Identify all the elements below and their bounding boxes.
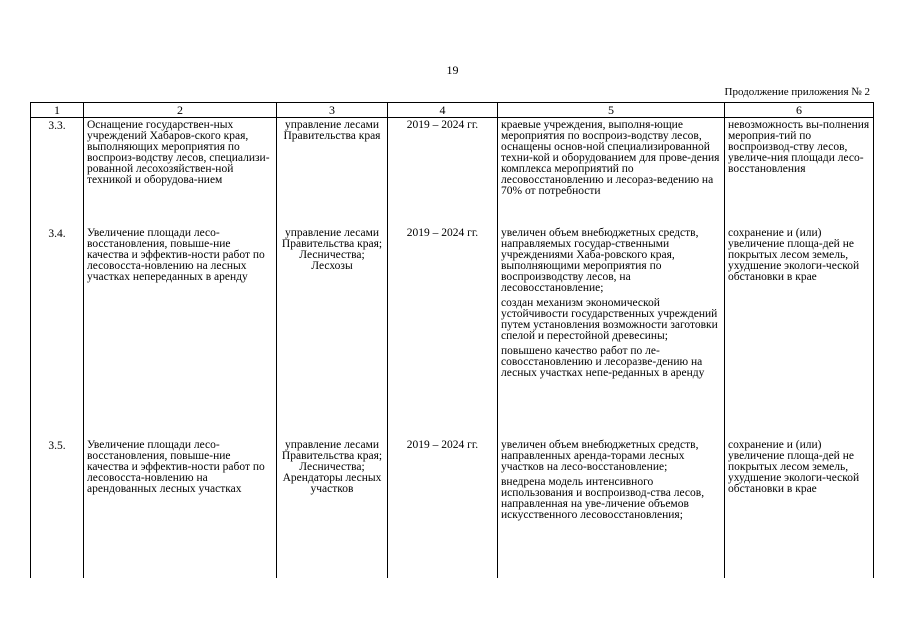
row-number: 3.4. bbox=[31, 226, 84, 438]
consequences-cell: сохранение и (или) увеличение площа-дей не покрытых лесом земель, ухудшение экологи-ческой обстановки в крае bbox=[725, 438, 874, 578]
result-item: увеличен объем внебюджетных средств, направляемых государ-ственными учреждениями Хаба-ровского края, выполняющими мероприятия по воспроизводству лесов, на лесовосстановление; bbox=[501, 226, 699, 294]
consequences-cell: невозможность вы-полнения мероприя-тий по воспроизвод-ству лесов, увеличе-ния площади лесо-восстановления bbox=[725, 118, 874, 226]
executor-cell: управление лесами Правительства края bbox=[277, 118, 388, 226]
executor-cell: управление лесами Правительства края; Лесничества; Лесхозы bbox=[277, 226, 388, 438]
header-cell: 1 bbox=[31, 103, 84, 118]
header-cell: 2 bbox=[84, 103, 277, 118]
table-row bbox=[31, 226, 874, 438]
activity-cell: Увеличение площади лесо-восстановления, повыше-ние качества и эффектив-ности работ по лесовосста-новлению на арендованных лесных участках bbox=[84, 438, 277, 578]
activity-cell: Оснащение государствен-ных учреждений Хабаров-ского края, выполняющих мероприятия по воспроиз-водству лесов, специализи-рованной лесохозяйствен-ной техникой и оборудова-нием bbox=[84, 118, 277, 226]
period-cell: 2019 – 2024 гг. bbox=[388, 226, 498, 438]
table-row bbox=[31, 118, 874, 226]
activity-cell: Увеличение площади лесо-восстановления, повыше-ние качества и эффектив-ности работ по лесовосста-новлению на лесных участках непереданных в аренду bbox=[84, 226, 277, 438]
results-cell bbox=[498, 118, 725, 226]
header-row bbox=[31, 103, 874, 118]
page-number: 19 bbox=[446, 63, 459, 77]
header-cell: 4 bbox=[388, 103, 498, 118]
row-number: 3.5. bbox=[31, 438, 84, 578]
appendix-table bbox=[30, 102, 874, 578]
continuation-label: Продолжение приложения № 2 bbox=[724, 86, 870, 98]
result-item: создан механизм экономической устойчивости государственных учреждений путем установления возможности заготовки спелой и перестойной древесины; bbox=[501, 296, 718, 342]
header-cell: 5 bbox=[498, 103, 725, 118]
results-cell bbox=[498, 226, 725, 438]
row-number: 3.3. bbox=[31, 118, 84, 226]
header-cell: 6 bbox=[725, 103, 874, 118]
results-cell bbox=[498, 438, 725, 578]
period-cell: 2019 – 2024 гг. bbox=[388, 438, 498, 578]
header-cell: 3 bbox=[277, 103, 388, 118]
result-item: краевые учреждения, выполня-ющие мероприятия по воспроиз-водству лесов, оснащены основ-ной специализированной техни-кой и оборудованием для прове-дения комплекса мероприятий по лесовосстановлению и лесораз-ведению на 70% от потребности bbox=[501, 119, 720, 197]
consequences-cell: сохранение и (или) увеличение площа-дей не покрытых лесом земель, ухудшение экологи-ческой обстановки в крае bbox=[725, 226, 874, 438]
executor-cell: управление лесами Правительства края; Лесничества; Арендаторы лесных участков bbox=[277, 438, 388, 578]
result-item: внедрена модель интенсивного использования и воспроизвод-ства лесов, направленная на уве-личение объемов искусственного лесовосстановления; bbox=[501, 475, 705, 521]
result-item: повышено качество работ по ле-совосстановлению и лесоразве-дению на лесных участках непе-реданных в аренду bbox=[501, 344, 705, 379]
period-cell: 2019 – 2024 гг. bbox=[388, 118, 498, 226]
result-item: увеличен объем внебюджетных средств, направленных арендa-торами лесных участков на лесо-восстановление; bbox=[501, 438, 699, 473]
table-row bbox=[31, 438, 874, 578]
